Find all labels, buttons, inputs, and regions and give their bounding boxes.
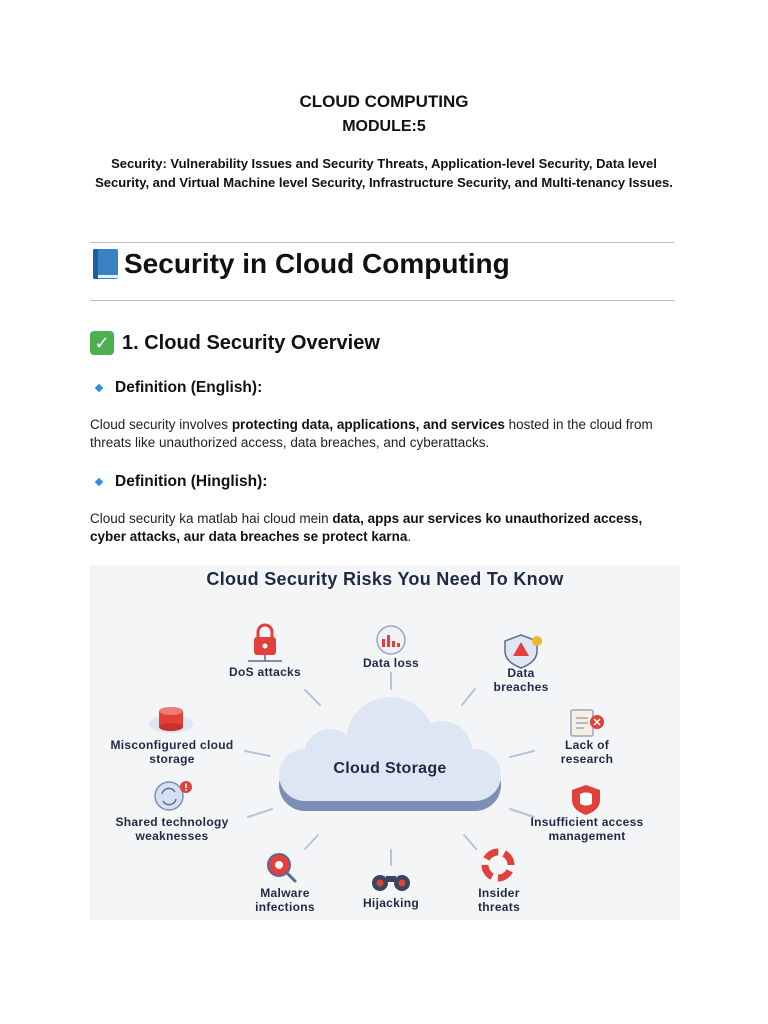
definition-hinglish-heading-text: Definition (Hinglish): [115, 473, 268, 490]
section-heading-text: Security in Cloud Computing [124, 248, 510, 279]
risk-insider-threats: Insider threats [477, 886, 521, 914]
definition-english-text [90, 416, 678, 452]
definition-hinglish-plain-1: Cloud security ka matlab hai cloud mein [90, 511, 333, 526]
definition-hinglish-text [90, 510, 678, 546]
section-heading [90, 248, 510, 280]
module-topics: Security: Vulnerability Issues and Security Threats, Application-level Security, Data level Security, and Virtual Machine level Security, Infrastructure Security, and Multi-tenancy Issues. [95, 156, 673, 190]
cloud-storage-icon [279, 697, 501, 811]
lack-of-research-clipboard-icon [571, 710, 604, 736]
insider-threats-lifebuoy-icon [485, 852, 511, 878]
risk-shared-technology: Shared technology weaknesses [115, 815, 229, 843]
module-label: MODULE:5 [342, 118, 426, 135]
access-management-shield-icon [572, 785, 600, 815]
misconfigured-storage-icon [149, 707, 193, 733]
risk-misconfigured-storage: Misconfigured cloud storage [110, 738, 234, 766]
definition-hinglish-bold: data, apps aur services ko unauthorized access, cyber attacks, aur data breaches se protect karna [90, 511, 643, 544]
cloud-storage-label: Cloud Storage [333, 760, 447, 777]
cloud-risks-infographic [90, 565, 680, 920]
risk-data-loss: Data loss [362, 656, 420, 670]
risk-data-breaches: Data breaches [493, 666, 549, 694]
definition-hinglish-plain-2: . [407, 529, 412, 544]
definition-english-heading [96, 379, 262, 397]
dos-lock-icon [248, 625, 282, 661]
definition-english-bold: protecting data, applications, and services [231, 417, 505, 432]
data-loss-chart-icon [377, 626, 405, 654]
definition-english-heading-text: Definition (English): [115, 379, 263, 396]
hijacking-binoculars-icon [372, 875, 410, 891]
diamond-bullet-icon [95, 384, 103, 392]
subsection-heading-text: 1. Cloud Security Overview [122, 331, 380, 354]
infographic-title: Cloud Security Risks You Need To Know [206, 569, 564, 589]
risk-access-management: Insufficient access management [530, 815, 644, 843]
malware-magnifier-icon [268, 854, 295, 881]
divider-top [90, 242, 674, 243]
definition-hinglish-heading [96, 473, 267, 491]
diamond-bullet-icon [95, 478, 103, 486]
document-title: CLOUD COMPUTING [299, 92, 469, 111]
definition-english-plain-1: Cloud security involves [90, 417, 232, 432]
risk-malware-infections: Malware infections [255, 886, 315, 914]
risk-hijacking: Hijacking [362, 896, 420, 910]
definition-english-plain-2: hosted in the cloud from threats like unauthorized access, data breaches, and cyberattacks. [90, 417, 653, 450]
check-mark-icon: ✓ [90, 331, 114, 355]
divider-bottom [90, 300, 674, 301]
data-breaches-shield-icon [505, 635, 542, 668]
risk-dos-attacks: DoS attacks [229, 665, 301, 679]
blue-book-icon [90, 248, 120, 280]
subsection-heading [90, 331, 380, 355]
risk-lack-of-research: Lack of research [560, 738, 614, 766]
shared-technology-sync-icon [155, 781, 192, 810]
